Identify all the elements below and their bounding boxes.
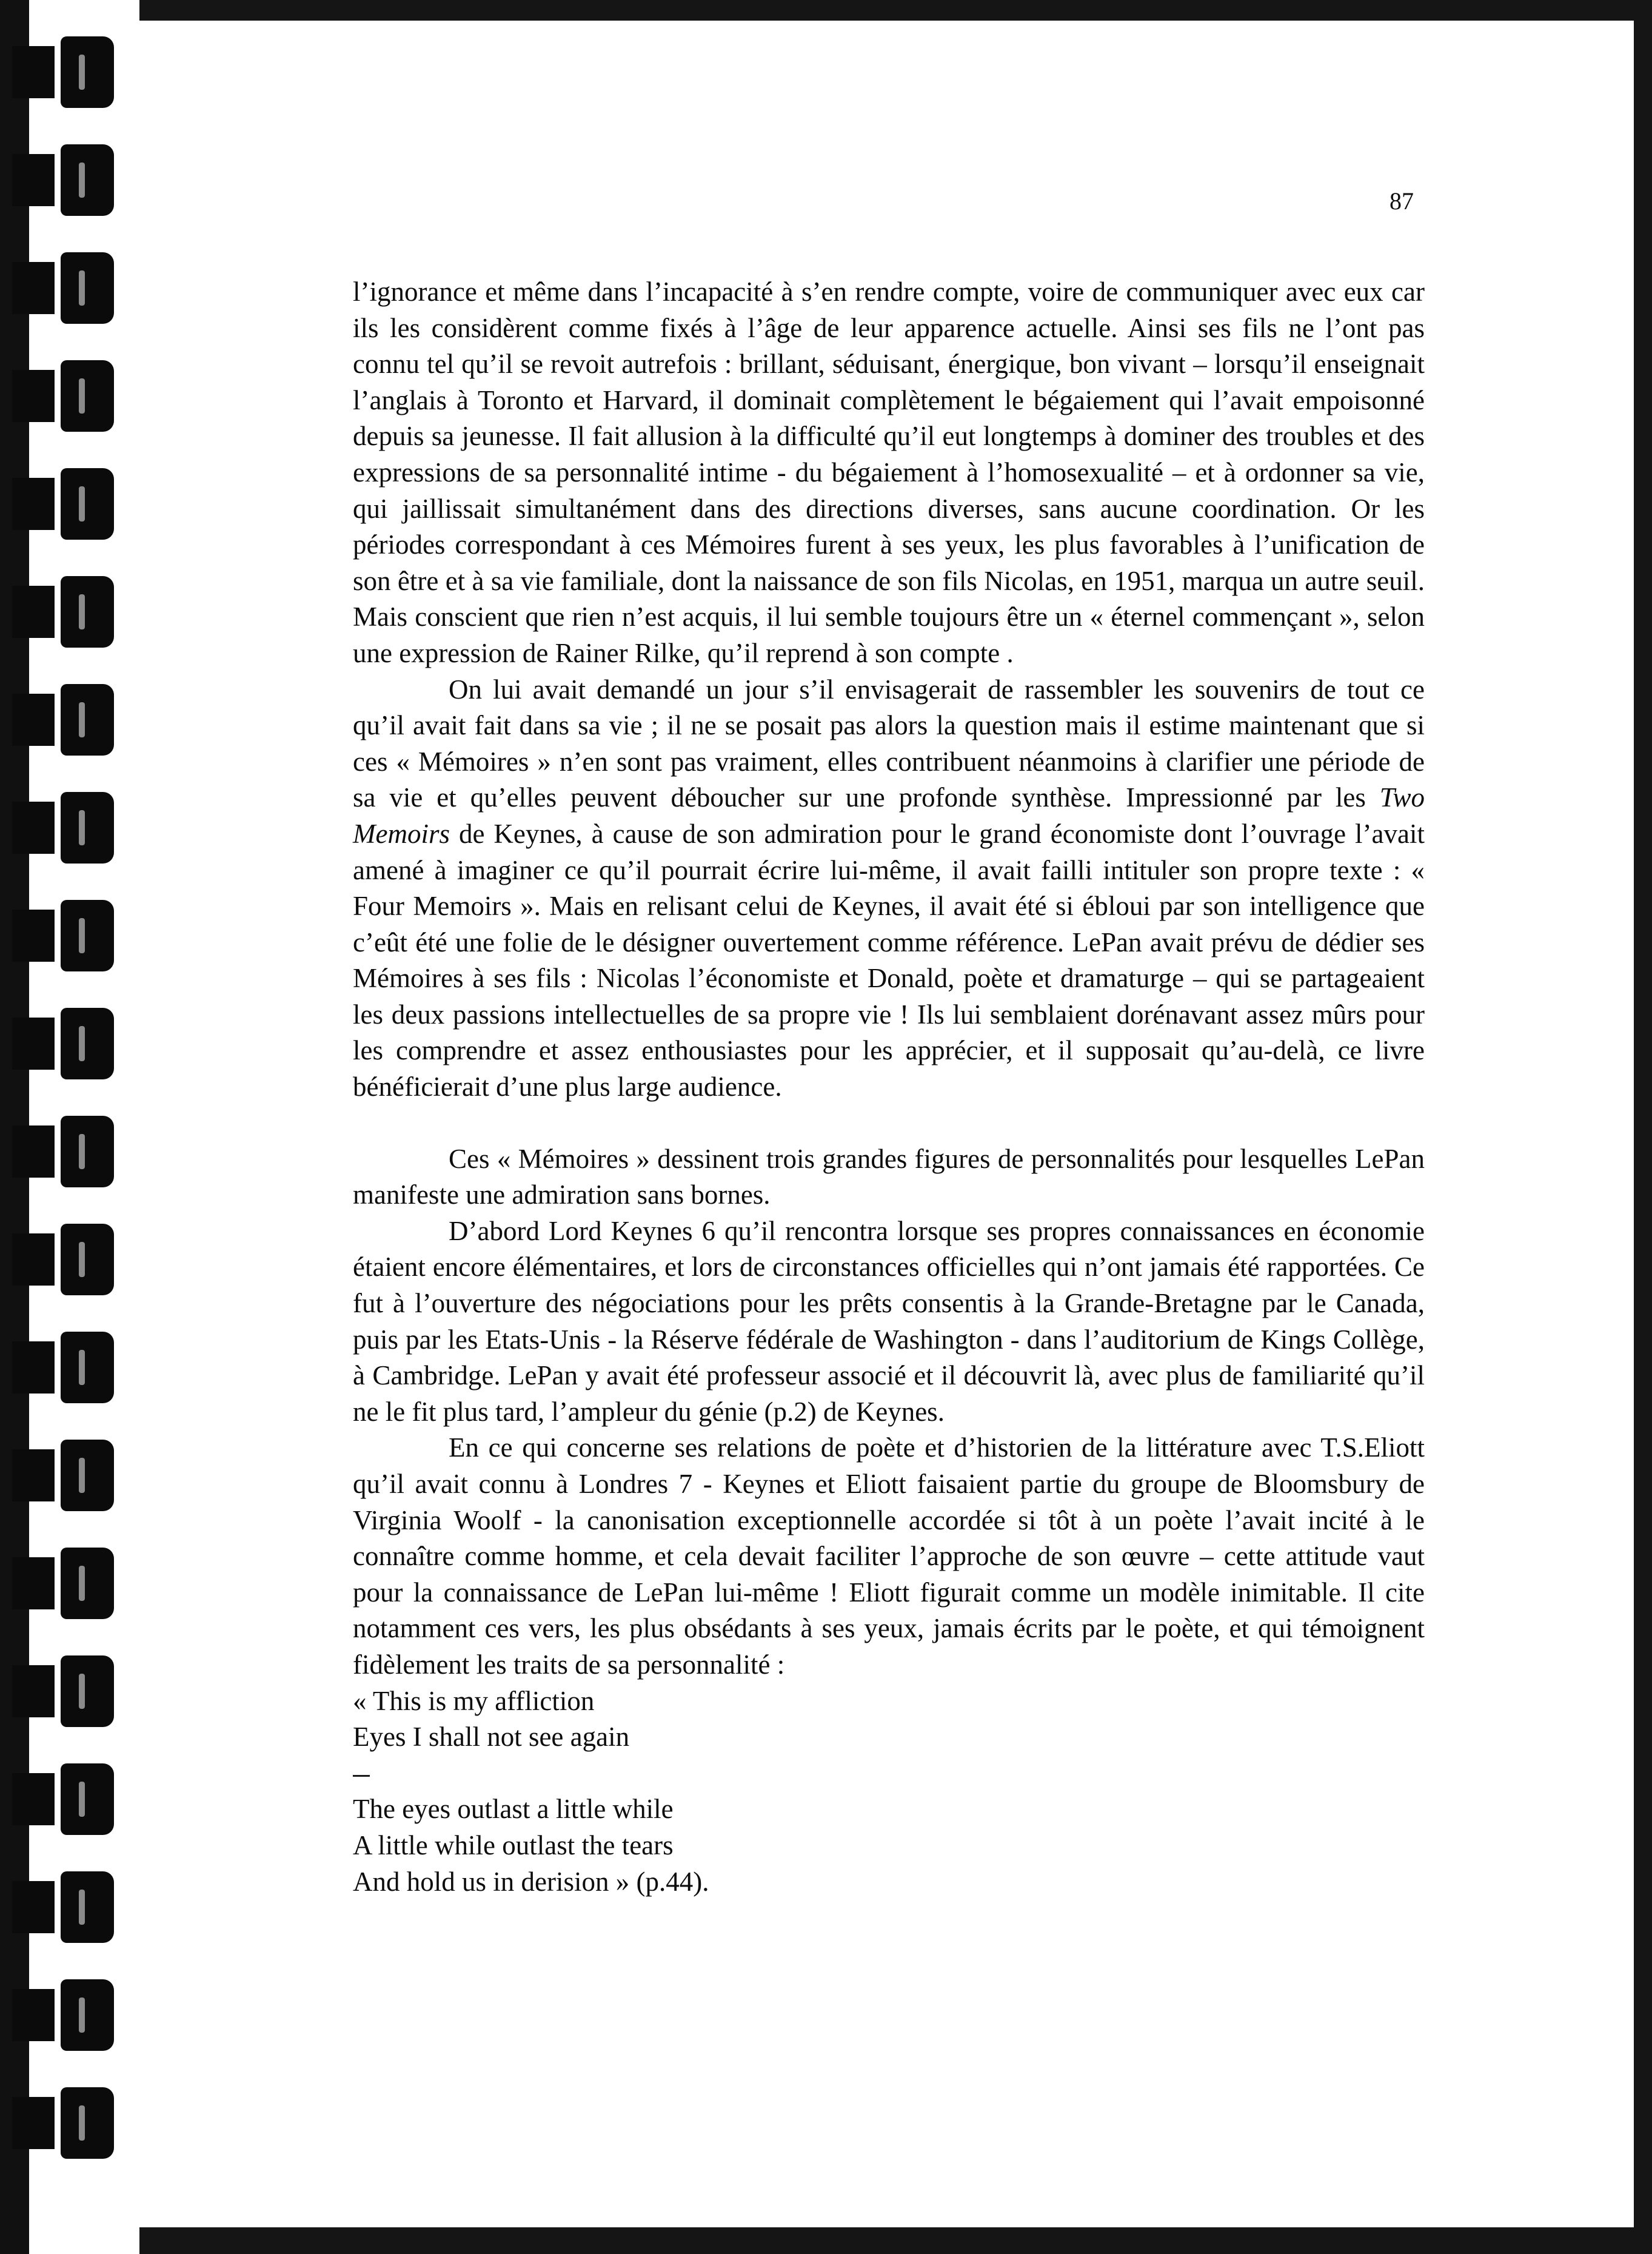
binding-ring-icon xyxy=(12,2087,118,2159)
binding-ring-icon xyxy=(12,144,118,216)
poem-line: And hold us in derision » (p.44). xyxy=(353,1866,709,1897)
poem-line: A little while outlast the tears xyxy=(353,1830,674,1860)
paragraph-text: D’abord Lord Keynes 6 qu’il rencontra lorsque ses propres connaissances en économie étaient encore élémentaires, et lors de circonstances officielles qui n’ont jamais été rapportées. Ce fut à l’ouverture des négociations pour les prêts consentis à la Grande-Bretagne par le Canada, puis par les Etats-Unis - la Réserve fédérale de Washington - dans l’auditorium de Kings Collège, à Cambridge. LePan y avait été professeur associé et il découvrit là, avec plus de familiarité qu’il ne le fit plus tard, l’ampleur du génie (p.2) de Keynes. xyxy=(353,1215,1425,1427)
poem-line: The eyes outlast a little while xyxy=(353,1794,674,1825)
binding-ring-icon xyxy=(12,684,118,756)
binding-ring-icon xyxy=(12,1332,118,1403)
binding-ring-icon xyxy=(12,252,118,324)
poem-separator xyxy=(353,1756,1425,1792)
paragraph-text: En ce qui concerne ses relations de poète et d’historien de la littérature avec T.S.Eliott qu’il avait connu à Londres 7 - Keynes et Eliott faisaient partie du groupe de Bloomsbury de Virginia Woolf - la canonisation exceptionnelle accordée si tôt à un poète l’avait incité à le connaître comme homme, et cela devait faciliter l’approche de son œuvre – cette attitude vaut pour la connaissance de LePan lui-même ! Eliott figurait comme un modèle inimitable. Il cite notamment ces vers, les plus obsédants à ses yeux, jamais écrits par le poète, et qui témoignent fidèlement les traits de sa personnalité : xyxy=(353,1432,1425,1680)
binding-ring-icon xyxy=(12,1224,118,1295)
binding-ring-icon xyxy=(12,1116,118,1187)
poem-line: « This is my affliction xyxy=(353,1685,595,1716)
paragraph-text: On lui avait demandé un jour s’il envisagerait de rassembler les souvenirs de tout ce qu’il avait fait dans sa vie ; il ne se posait pas alors la question mais il estime maintenant que si ces « Mémoires » n’en sont pas vraiment, elles contribuent néanmoins à clarifier une période de sa vie et qu’elles peuvent déboucher sur une profonde synthèse. Impressionné par les xyxy=(353,674,1425,813)
binding-ring-icon xyxy=(12,792,118,864)
paragraph-1 xyxy=(353,274,1425,672)
scan-bottom-edge xyxy=(0,2227,1652,2254)
binding-ring-icon xyxy=(12,1979,118,2051)
binding-ring-icon xyxy=(12,1655,118,1727)
paragraph-3 xyxy=(353,1141,1425,1213)
binding-ring-icon xyxy=(12,1763,118,1835)
binding-ring-icon xyxy=(12,576,118,648)
italic-title: Two Memoirs xyxy=(353,782,1425,849)
page-number: 87 xyxy=(1389,187,1414,215)
binding-ring-icon xyxy=(12,1548,118,1619)
spiral-binding xyxy=(0,0,139,2254)
binding-ring-icon xyxy=(12,360,118,432)
binding-ring-icon xyxy=(12,1871,118,1943)
quoted-poem xyxy=(353,1683,1425,1900)
paragraph-2 xyxy=(353,672,1425,1105)
paragraph-5 xyxy=(353,1430,1425,1683)
binding-ring-icon xyxy=(12,1440,118,1511)
page-body xyxy=(353,274,1425,1900)
paragraph-text: Ces « Mémoires » dessinent trois grandes figures de personnalités pour lesquelles LePan manifeste une admiration sans bornes. xyxy=(353,1143,1425,1210)
binding-ring-icon xyxy=(12,900,118,971)
binding-ring-icon xyxy=(12,36,118,108)
paragraph-text: de Keynes, à cause de son admiration pour le grand économiste dont l’ouvrage l’avait amené à imaginer ce qu’il pourrait écrire lui-même, il avait failli intituler son propre texte : « Four Memoirs ». Mais en relisant celui de Keynes, il avait été si ébloui par son intelligence que c’eût été une folie de le désigner ouvertement comme référence. LePan avait prévu de dédier ses Mémoires à ses fils : Nicolas l’économiste et Donald, poète et dramaturge – qui se partageaient les deux passions intellectuelles de sa propre vie ! Ils lui semblaient dorénavant assez mûrs pour les comprendre et assez enthousiastes pour les apprécier, et il supposait qu’au-delà, ce livre bénéficierait d’une plus large audience. xyxy=(353,818,1425,1102)
scan-right-edge xyxy=(1634,0,1652,2254)
scan-top-edge xyxy=(0,0,1652,21)
paragraph-4 xyxy=(353,1213,1425,1431)
poem-line: Eyes I shall not see again xyxy=(353,1722,630,1753)
paragraph-text: l’ignorance et même dans l’incapacité à s’en rendre compte, voire de communiquer avec eux car ils les considèrent comme fixés à l’âge de leur apparence actuelle. Ainsi ses fils ne l’ont pas connu tel qu’il se revoit autrefois : brillant, séduisant, énergique, bon vivant – lorsqu’il enseignait l’anglais à Toronto et Harvard, il dominait complètement le bégaiement qui l’avait empoisonné depuis sa jeunesse. Il fait allusion à la difficulté qu’il eut longtemps à dominer des troubles et des expressions de sa personnalité intime - du bégaiement à l’homosexualité – et à ordonner sa vie, qui jaillissait simultanément dans des directions diverses, sans aucune coordination. Or les périodes correspondant à ces Mémoires furent à ses yeux, les plus favorables à l’unification de son être et à sa vie familiale, dont la naissance de son fils Nicolas, en 1951, marqua un autre seuil. Mais conscient que rien n’est acquis, il lui semble toujours être un « éternel commençant », selon une expression de Rainer Rilke, qu’il reprend à son compte . xyxy=(353,277,1425,668)
binding-ring-icon xyxy=(12,468,118,540)
binding-ring-icon xyxy=(12,1008,118,1079)
